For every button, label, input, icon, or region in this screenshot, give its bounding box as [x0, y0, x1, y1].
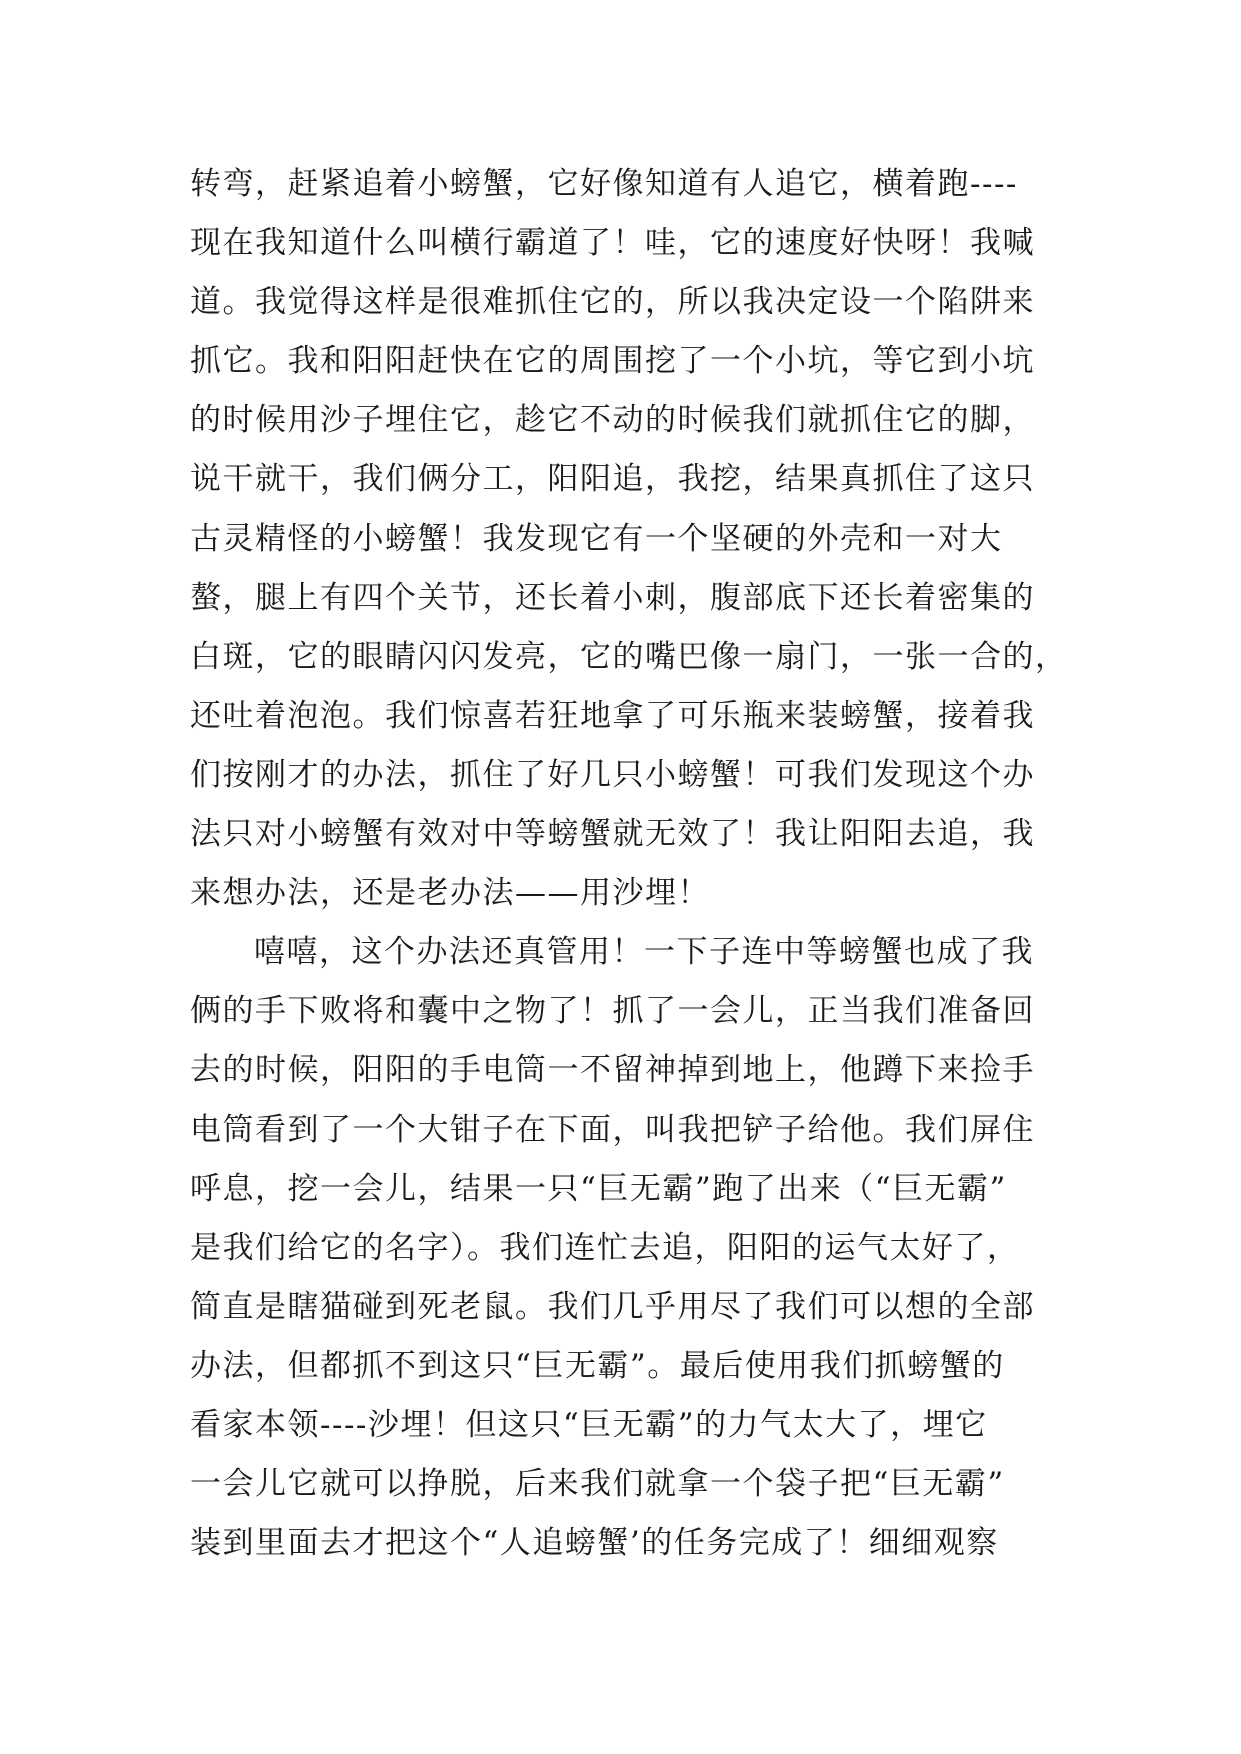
text-line: 呼息，挖一会儿，结果一只“巨无霸”跑了出来（“巨无霸” — [190, 1170, 1007, 1207]
text-line: 法只对小螃蟹有效对中等螃蟹就无效了！我让阳阳去追，我 — [190, 816, 1035, 853]
text-line: 的时候用沙子埋住它，趁它不动的时候我们就抓住它的脚， — [190, 402, 1035, 439]
text-line: 一会儿它就可以挣脱，后来我们就拿一个袋子把“巨无霸” — [190, 1466, 1005, 1503]
text-line: 道。我觉得这样是很难抓住它的，所以我决定设一个陷阱来 — [190, 284, 1035, 321]
text-line: 还吐着泡泡。我们惊喜若狂地拿了可乐瓶来装螃蟹，接着我 — [190, 697, 1035, 734]
text-line: 转弯，赶紧追着小螃蟹，它好像知道有人追它，横着跑---- — [190, 166, 1018, 202]
text-line: 来想办法，还是老办法——用沙埋！ — [190, 875, 710, 912]
text-line: 装到里面去才把这个“人追螃蟹’的任务完成了！细细观察 — [190, 1525, 999, 1562]
body-text — [190, 155, 1070, 1573]
text-line: 们按刚才的办法，抓住了好几只小螃蟹！可我们发现这个办 — [190, 756, 1035, 793]
text-line: 白斑，它的眼睛闪闪发亮，它的嘴巴像一扇门，一张一合的， — [190, 638, 1068, 675]
paragraph-start-line: 嘻嘻，这个办法还真管用！一下子连中等螃蟹也成了我 — [254, 934, 1034, 971]
text-line: 办法，但都抓不到这只“巨无霸”。最后使用我们抓螃蟹的 — [190, 1347, 1005, 1384]
text-line: 现在我知道什么叫横行霸道了！哇，它的速度好快呀！我喊 — [190, 225, 1035, 262]
text-line: 是我们给它的名字）。我们连忙去追，阳阳的运气太好了， — [190, 1229, 1020, 1266]
text-line: 俩的手下败将和囊中之物了！抓了一会儿，正当我们准备回 — [190, 993, 1035, 1030]
text-line: 说干就干，我们俩分工，阳阳追，我挖，结果真抓住了这只 — [190, 461, 1035, 498]
text-line: 螯，腿上有四个关节，还长着小刺，腹部底下还长着密集的 — [190, 579, 1035, 616]
text-line: 看家本领----沙埋！但这只“巨无霸”的力气太大了，埋它 — [190, 1406, 988, 1443]
text-line: 简直是瞎猫碰到死老鼠。我们几乎用尽了我们可以想的全部 — [190, 1288, 1035, 1325]
text-line: 抓它。我和阳阳赶快在它的周围挖了一个小坑，等它到小坑 — [190, 343, 1035, 380]
text-line: 古灵精怪的小螃蟹！我发现它有一个坚硬的外壳和一对大 — [190, 520, 1003, 557]
text-line: 电筒看到了一个大钳子在下面，叫我把铲子给他。我们屏住 — [190, 1111, 1035, 1148]
text-line: 去的时候，阳阳的手电筒一不留神掉到地上，他蹲下来捡手 — [190, 1052, 1035, 1089]
